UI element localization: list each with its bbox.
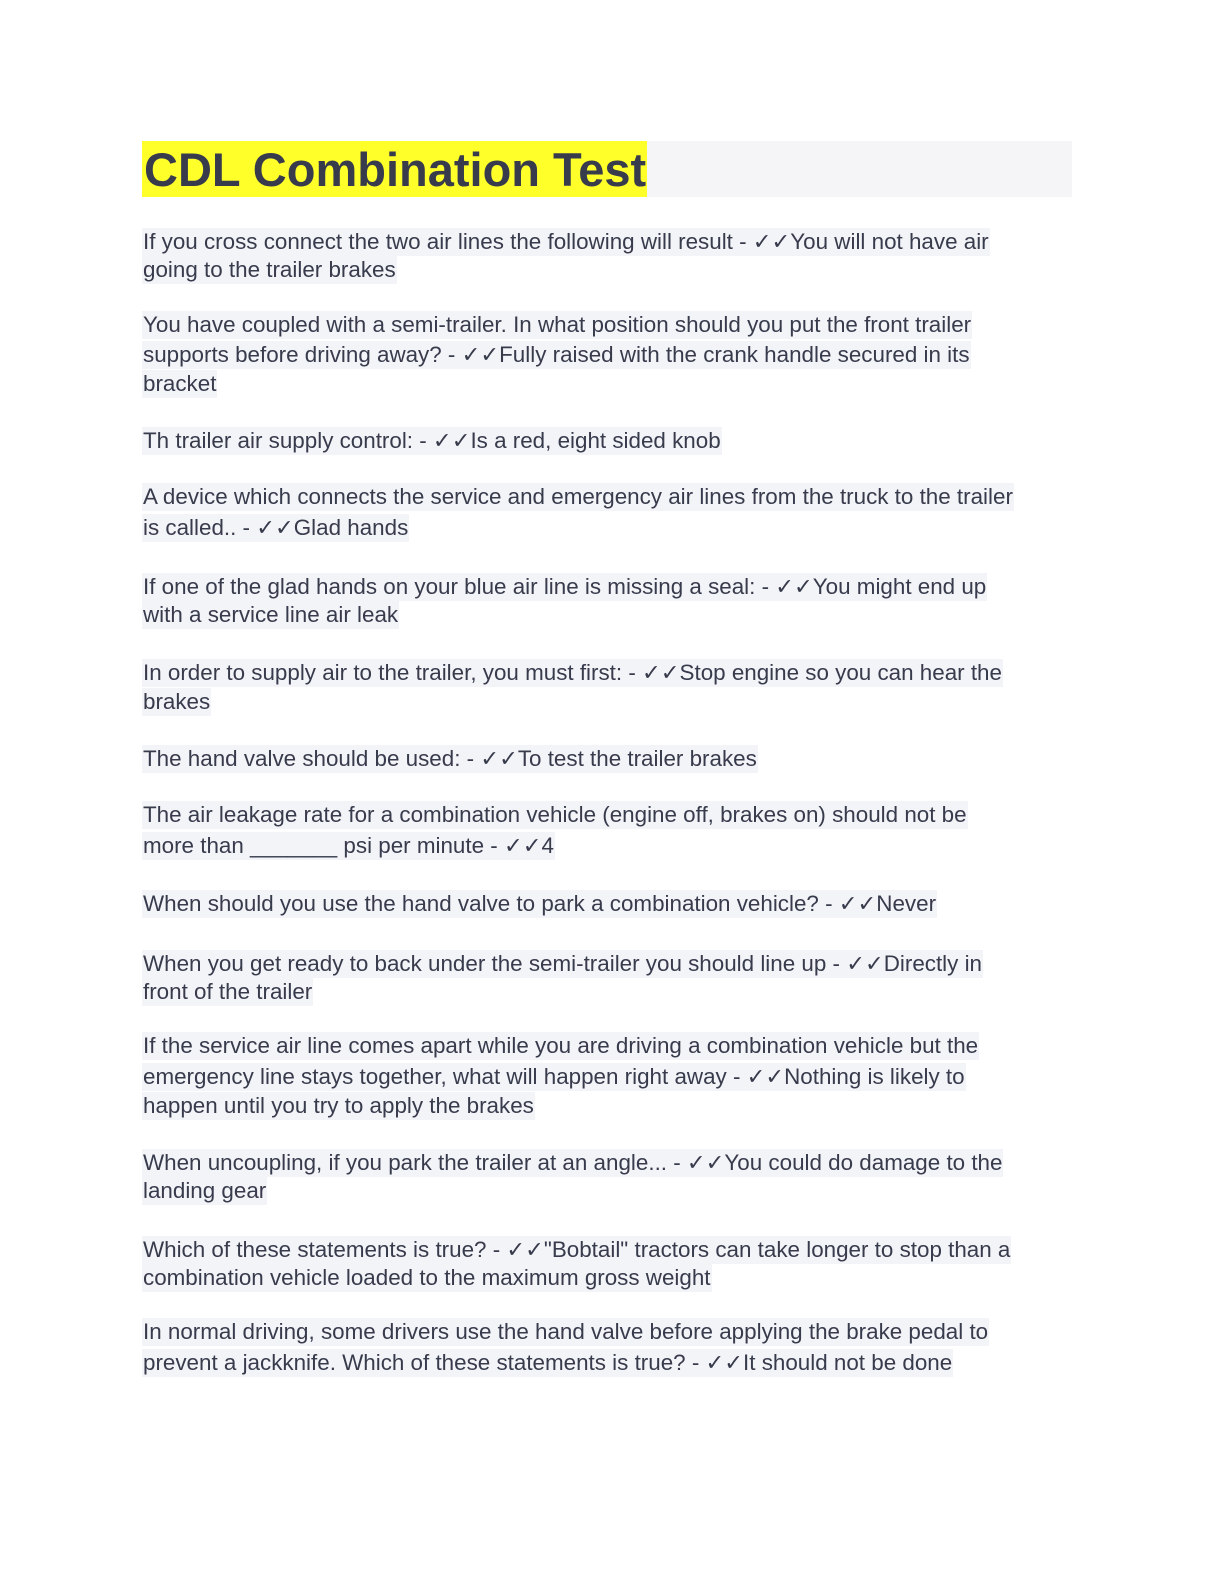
qa-line: The hand valve should be used: - ✓✓To test the trailer brakes <box>143 746 757 771</box>
qa-line: You have coupled with a semi-trailer. In what position should you put the front trailer <box>143 312 972 337</box>
qa-line: going to the trailer brakes <box>143 257 396 282</box>
document-title: CDL Combination Test <box>144 143 647 196</box>
qa-line: If one of the glad hands on your blue air line is missing a seal: - ✓✓You might end up <box>143 574 987 599</box>
qa-line: When you get ready to back under the semi-trailer you should line up - ✓✓Directly in <box>143 951 983 976</box>
qa-line: bracket <box>143 371 217 396</box>
qa-line: If the service air line comes apart while you are driving a combination vehicle but the <box>143 1033 979 1058</box>
qa-line: In order to supply air to the trailer, you must first: - ✓✓Stop engine so you can hear the <box>143 660 1002 685</box>
qa-line: prevent a jackknife. Which of these statements is true? - ✓✓It should not be done <box>143 1350 953 1375</box>
qa-line: In normal driving, some drivers use the hand valve before applying the brake pedal to <box>143 1319 989 1344</box>
qa-line: supports before driving away? - ✓✓Fully raised with the crank handle secured in its <box>143 342 970 367</box>
qa-line: is called.. - ✓✓Glad hands <box>143 515 409 540</box>
qa-line: combination vehicle loaded to the maximum gross weight <box>143 1265 711 1290</box>
qa-line: front of the trailer <box>143 979 313 1004</box>
title-bar <box>142 141 1072 197</box>
qa-line: more than _______ psi per minute - ✓✓4 <box>143 833 554 858</box>
qa-line: Which of these statements is true? - ✓✓"Bobtail" tractors can take longer to stop than a <box>143 1237 1011 1262</box>
qa-line: A device which connects the service and emergency air lines from the truck to the trailer <box>143 484 1013 509</box>
qa-line: landing gear <box>143 1178 267 1203</box>
qa-line: If you cross connect the two air lines the following will result - ✓✓You will not have air <box>143 229 989 254</box>
qa-line: with a service line air leak <box>143 602 399 627</box>
qa-line: happen until you try to apply the brakes <box>143 1093 534 1118</box>
qa-line: When should you use the hand valve to park a combination vehicle? - ✓✓Never <box>143 891 937 916</box>
qa-line: brakes <box>143 689 211 714</box>
qa-line: Th trailer air supply control: - ✓✓Is a red, eight sided knob <box>143 428 721 453</box>
qa-line: emergency line stays together, what will happen right away - ✓✓Nothing is likely to <box>143 1064 965 1089</box>
qa-line: The air leakage rate for a combination vehicle (engine off, brakes on) should not be <box>143 802 967 827</box>
qa-line: When uncoupling, if you park the trailer at an angle... - ✓✓You could do damage to the <box>143 1150 1003 1175</box>
